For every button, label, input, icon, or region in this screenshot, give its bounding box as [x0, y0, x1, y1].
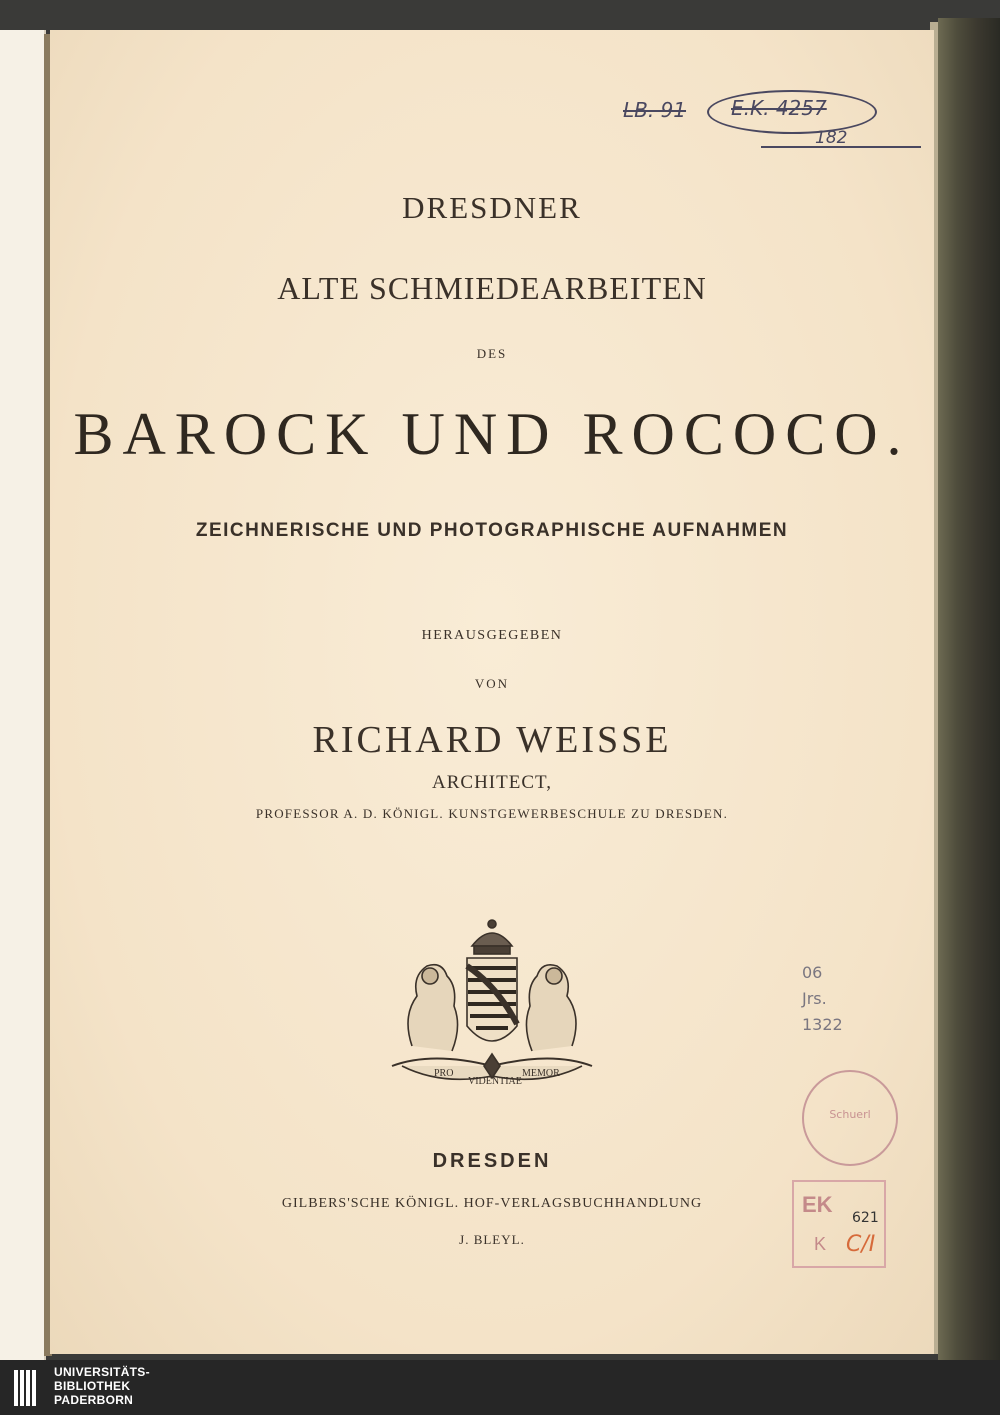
- library-name: [54, 1365, 150, 1407]
- stamp-k: K: [814, 1234, 827, 1254]
- coat-of-arms-icon: [372, 916, 612, 1106]
- pencil-notes: [802, 960, 872, 1050]
- library-name-line-3: PADERBORN: [54, 1393, 134, 1407]
- author-name: RICHARD WEISSE: [312, 719, 672, 761]
- shelfmark-old: LB. 91: [623, 98, 687, 122]
- motto-center: VIDENTIAE: [468, 1076, 522, 1087]
- motto-left: PRO: [434, 1068, 454, 1079]
- author-title: PROFESSOR A. D. KÖNIGL. KUNSTGEWERBESCHULE ZU DRESDEN.: [255, 806, 729, 821]
- library-name-line-2: BIBLIOTHEK: [54, 1379, 131, 1393]
- pencil-note-2: Jrs.: [802, 989, 827, 1008]
- publisher-city: DRESDEN: [432, 1150, 552, 1172]
- shelfmark-number: 182: [815, 128, 848, 148]
- library-footer: [0, 1360, 1000, 1415]
- book-cover-right: [938, 18, 1000, 1360]
- by-label: VON: [474, 676, 510, 691]
- stamp-ek: EK: [802, 1192, 833, 1217]
- title-line-schmiedearbeiten: ALTE SCHMIEDEARBEITEN: [277, 270, 707, 306]
- shelfmark-circled: E.K. 4257: [731, 96, 827, 120]
- pencil-note-1: 06: [802, 963, 823, 982]
- title-line-des: DES: [476, 346, 508, 361]
- library-logo-icon: [10, 1366, 46, 1410]
- title-line-dresdner: DRESDNER: [402, 190, 582, 225]
- stamp-class: C/I: [846, 1232, 876, 1257]
- motto-right: MEMOR: [522, 1068, 560, 1079]
- stamp-number: 621: [852, 1210, 879, 1226]
- subtitle: ZEICHNERISCHE UND PHOTOGRAPHISCHE AUFNAHMEN: [195, 520, 789, 541]
- library-name-line-1: UNIVERSITÄTS-: [54, 1365, 150, 1379]
- pencil-note-3: 1322: [802, 1015, 843, 1034]
- title-page: [50, 30, 934, 1354]
- publisher-name: GILBERS'SCHE KÖNIGL. HOF-VERLAGSBUCHHANDLUNG: [281, 1196, 703, 1211]
- stamp-round-text: Schuerl: [829, 1108, 871, 1121]
- edited-label: HERAUSGEGEBEN: [421, 628, 563, 643]
- author-role: ARCHITECT,: [432, 772, 552, 793]
- main-title: BAROCK UND ROCOCO.: [73, 401, 911, 467]
- printer-name: J. BLEYL.: [459, 1232, 525, 1247]
- accession-stamp: [792, 1180, 886, 1268]
- shelfmark-annotation: [615, 88, 895, 158]
- left-page-edge: [0, 30, 46, 1360]
